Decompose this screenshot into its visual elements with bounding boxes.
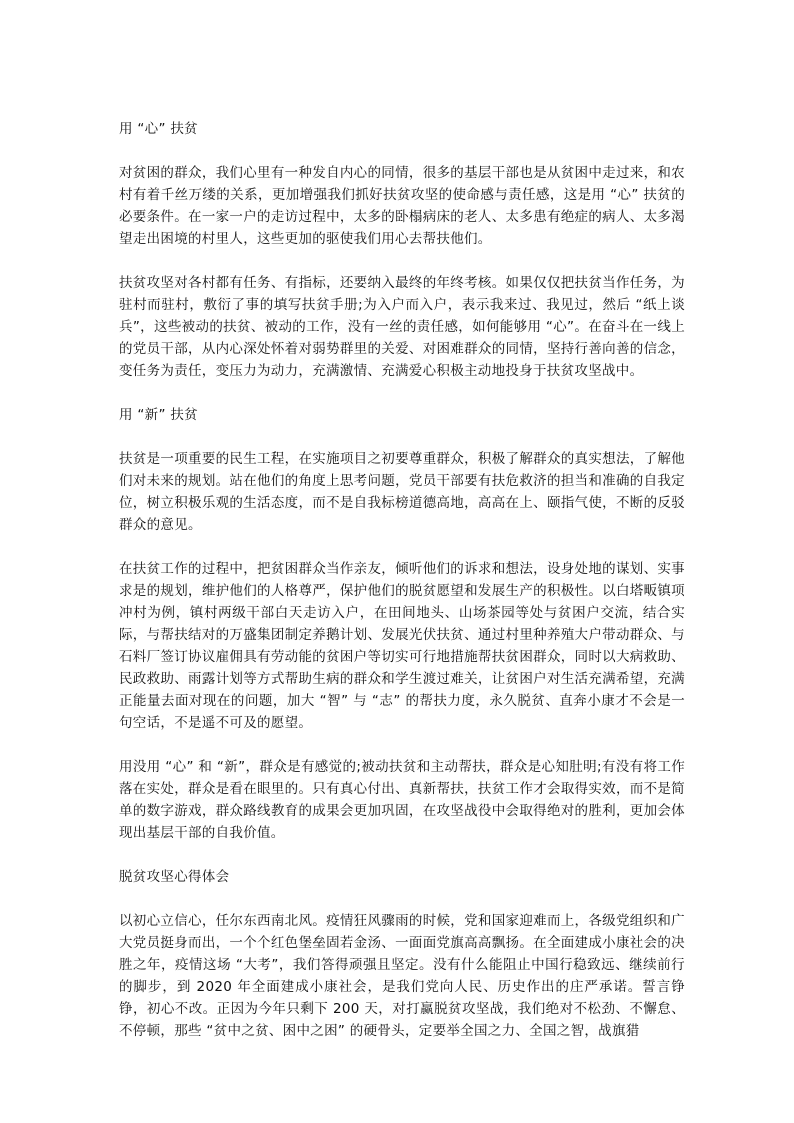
- document-page: [119, 118, 685, 1064]
- section-heading: 脱贫攻坚心得体会: [119, 869, 230, 885]
- section-new: [119, 404, 685, 844]
- paragraph: 扶贫是一项重要的民生工程，在实施项目之初要尊重群众，积极了解群众的真实想法，了解他们对未来的规划。站在他们的角度上思考问题，党员干部要有扶危救济的担当和准确的自我定位，树立积极乐观的生活态度，而不是自我标榜道德高地，高高在上、颐指气使，不断的反驳群众的意见。: [119, 451, 685, 533]
- paragraph: 以初心立信心，任尔东西南北风。疫情狂风骤雨的时候，党和国家迎难而上，各级党组织和广大党员挺身而出，一个个红色堡垒固若金汤、一面面党旗高高飘扬。在全面建成小康社会的决胜之年，疫情这场 “大考”，我们答得顽强且坚定。没有什么能阻止中国行稳致远、继续前行的脚步，到 2020 年全面建成小康社会，是我们党向人民、历史作出的庄严承诺。誓言铮铮，初心不改。正因为今年只剩下 200 天，对打赢脱贫攻坚战，我们绝对不松劲、不懈怠、不停顿，那些 “贫中之贫、困中之困” 的硬骨头，定要举全国之力、全国之智，战旗猎: [119, 913, 685, 1039]
- section-heart: [119, 118, 685, 382]
- paragraph: 在扶贫工作的过程中，把贫困群众当作亲友，倾听他们的诉求和想法，设身处地的谋划、实事求是的规划，维护他们的人格尊严，保护他们的脱贫愿望和发展生产的积极性。以白塔畈镇项冲村为例，镇村两级干部白天走访入户，在田间地头、山场茶园等处与贫困户交流，结合实际，与帮扶结对的万盛集团制定养鹅计划、发展光伏扶贫、通过村里种养殖大户带动群众、与石料厂签订协议雇佣具有劳动能的贫困户等切实可行地措施帮扶贫困群众，同时以大病救助、民政救助、雨露计划等方式帮助生病的群众和学生渡过难关，让贫困户对生活充满希望，充满正能量去面对现在的问题，加大 “智” 与 “志” 的帮扶力度，永久脱贫、直奔小康才不会是一句空话，不是遥不可及的愿望。: [119, 561, 685, 731]
- section-heading: 用 “心” 扶贫: [119, 121, 198, 137]
- paragraph: 对贫困的群众，我们心里有一种发自内心的同情，很多的基层干部也是从贫困中走过来，和农村有着千丝万缕的关系，更加增强我们抓好扶贫攻坚的使命感与责任感，这是用 “心” 扶贫的必要条件。在一家一户的走访过程中，太多的卧榻病床的老人、太多患有绝症的病人、太多渴望走出困境的村里人，这些更加的驱使我们用心去帮扶他们。: [119, 165, 685, 247]
- section-experience: [119, 866, 685, 1042]
- section-heading: 用 “新” 扶贫: [119, 407, 198, 423]
- paragraph: 扶贫攻坚对各村都有任务、有指标，还要纳入最终的年终考核。如果仅仅把扶贫当作任务，为驻村而驻村，敷衍了事的填写扶贫手册;为入户而入户，表示我来过、我见过，然后 “纸上谈兵”，这些被动的扶贫、被动的工作，没有一丝的责任感，如何能够用 “心”。在奋斗在一线上的党员干部，从内心深处怀着对弱势群里的关爱、对困难群众的同情，坚持行善向善的信念，变任务为责任，变压力为动力，充满激情、充满爱心积极主动地投身于扶贫攻坚战中。: [119, 275, 685, 379]
- paragraph: 用没用 “心” 和 “新”，群众是有感觉的;被动扶贫和主动帮扶，群众是心知肚明;有没有将工作落在实处，群众是看在眼里的。只有真心付出、真新帮扶，扶贫工作才会取得实效，而不是简单的数字游戏，群众路线教育的成果会更加巩固，在攻坚战役中会取得绝对的胜利，更加会体现出基层干部的自我价值。: [119, 759, 685, 841]
